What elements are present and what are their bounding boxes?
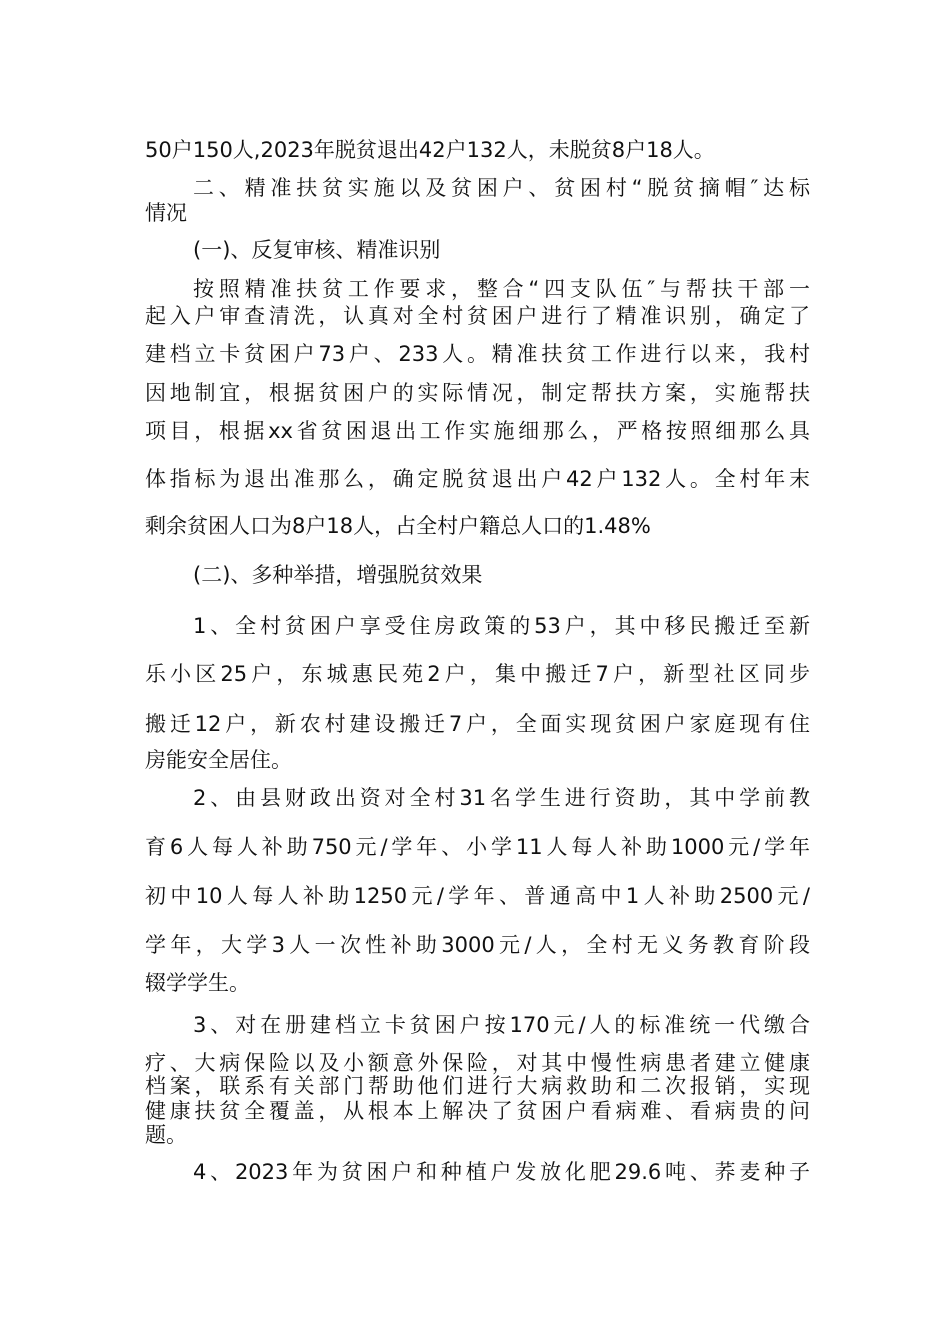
paragraph-line: 体指标为退出准那么，确定脱贫退出户42户132人。全村年末 [145,467,810,491]
paragraph-line: 档案，联系有关部门帮助他们进行大病救助和二次报销，实现 [145,1074,810,1098]
paragraph-line: 项目，根据xx省贫困退出工作实施细那么，严格按照细那么具 [145,419,810,443]
paragraph-line: 乐小区25户，东城惠民苑2户，集中搬迁7户，新型社区同步 [145,662,810,686]
paragraph-line: 学年，大学3人一次性补助3000元/人，全村无义务教育阶段 [145,933,810,957]
subsection-heading: (二)、多种举措，增强脱贫效果 [193,563,483,587]
paragraph-line: 因地制宜，根据贫困户的实际情况，制定帮扶方案，实施帮扶 [145,381,810,405]
paragraph-line: 剩余贫困人口为8户18人，占全村户籍总人口的1.48% [145,514,651,538]
paragraph-line: 搬迁12户，新农村建设搬迁7户，全面实现贫困户家庭现有住 [145,712,810,736]
paragraph-line: 疗、大病保险以及小额意外保险，对其中慢性病患者建立健康 [145,1051,810,1075]
section-heading: 二、精准扶贫实施以及贫困户、贫困村“脱贫摘帽″达标 [193,176,810,200]
paragraph-line: 2、由县财政出资对全村31名学生进行资助，其中学前教 [193,786,810,810]
paragraph-line: 辍学学生。 [145,971,250,995]
paragraph-line: 健康扶贫全覆盖，从根本上解决了贫困户看病难、看病贵的问 [145,1099,810,1123]
paragraph-line: 起入户审查清洗，认真对全村贫困户进行了精准识别，确定了 [145,304,810,328]
paragraph-line: 题。 [145,1123,187,1147]
text-line: 50户150人,2023年脱贫退出42户132人，未脱贫8户18人。 [145,138,715,162]
paragraph-line: 4、2023年为贫困户和种植户发放化肥29.6吨、荞麦种子 [193,1160,810,1184]
paragraph-line: 3、对在册建档立卡贫困户按170元/人的标准统一代缴合 [193,1013,810,1037]
paragraph-line: 按照精准扶贫工作要求，整合“四支队伍″与帮扶干部一 [193,277,810,301]
paragraph-line: 房能安全居住。 [145,748,292,772]
paragraph-line: 建档立卡贫困户73户、233人。精准扶贫工作进行以来，我村 [145,342,810,366]
section-heading-continued: 情况 [145,201,187,225]
paragraph-line: 初中10人每人补助1250元/学年、普通高中1人补助2500元/ [145,884,810,908]
paragraph-line: 1、全村贫困户享受住房政策的53户，其中移民搬迁至新 [193,614,810,638]
paragraph-line: 育6人每人补助750元/学年、小学11人每人补助1000元/学年 [145,835,810,859]
subsection-heading: (一)、反复审核、精准识别 [193,238,441,262]
